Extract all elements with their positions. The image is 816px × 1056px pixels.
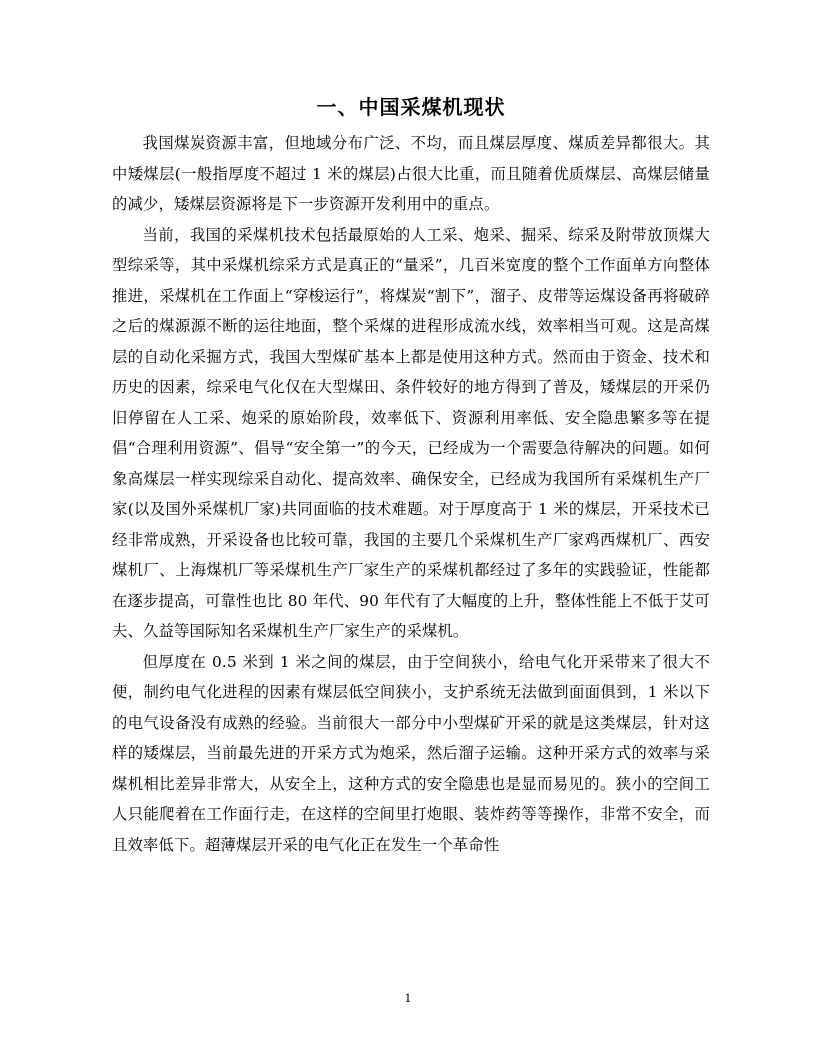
section-title: 一、中国采煤机现状	[316, 95, 506, 119]
paragraph-1: 我国煤炭资源丰富，但地域分布广泛、不均，而且煤层厚度、煤质差异都很大。其中矮煤层(一般指厚度不超过 1 米的煤层)占很大比重，而且随着优质煤层、高煤层储量的减少，矮煤层资源将是下一步资源开发利用中的重点。	[112, 134, 710, 213]
page-number: 1	[404, 992, 412, 1005]
paragraph-3: 但厚度在 0.5 米到 1 米之间的煤层，由于空间狭小，给电气化开采带来了很大不便，制约电气化进程的因素有煤层低空间狭小，支护系统无法做到面面俱到，1 米以下的电气设备没有成熟的经验。当前很大一部分中小型煤矿开采的就是这类煤层，针对这样的矮煤层，当前最先进的开采方式为炮采，然后溜子运输。这种开采方式的效率与采煤机相比差异非常大，从安全上，这种方式的安全隐患也是显而易见的。狭小的空间工人只能爬着在工作面行走，在这样的空间里打炮眼、装炸药等等操作，非常不安全，而且效率低下。超薄煤层开采的电气化正在发生一个革命性	[112, 652, 710, 854]
document-page	[112, 92, 710, 860]
paragraph-2: 当前，我国的采煤机技术包括最原始的人工采、炮采、掘采、综采及附带放顶煤大型综采等，其中采煤机综采方式是真正的“量采”，几百米宽度的整个工作面单方向整体推进，采煤机在工作面上“穿梭运行”，将煤炭“割下”，溜子、皮带等运煤设备再将破碎之后的煤源源不断的运往地面，整个采煤的进程形成流水线，效率相当可观。这是高煤层的自动化采掘方式，我国大型煤矿基本上都是使用这种方式。然而由于资金、技术和历史的因素，综采电气化仅在大型煤田、条件较好的地方得到了普及，矮煤层的开采仍旧停留在人工采、炮采的原始阶段，效率低下、资源利用率低、安全隐患繁多等在提倡“合理利用资源”、倡导“安全第一”的今天，已经成为一个需要急待解决的问题。如何象高煤层一样实现综采自动化、提高效率、确保安全，已经成为我国所有采煤机生产厂家(以及国外采煤机厂家)共同面临的技术难题。对于厚度高于 1 米的煤层，开采技术已经非常成熟，开采设备也比较可靠，我国的主要几个采煤机生产厂家鸡西煤机厂、西安煤机厂、上海煤机厂等采煤机生产厂家生产的采煤机都经过了多年的实践验证，性能都在逐步提高，可靠性也比 80 年代、90 年代有了大幅度的上升，整体性能上不低于艾可夫、久益等国际知名采煤机生产厂家生产的采煤机。	[112, 225, 710, 640]
